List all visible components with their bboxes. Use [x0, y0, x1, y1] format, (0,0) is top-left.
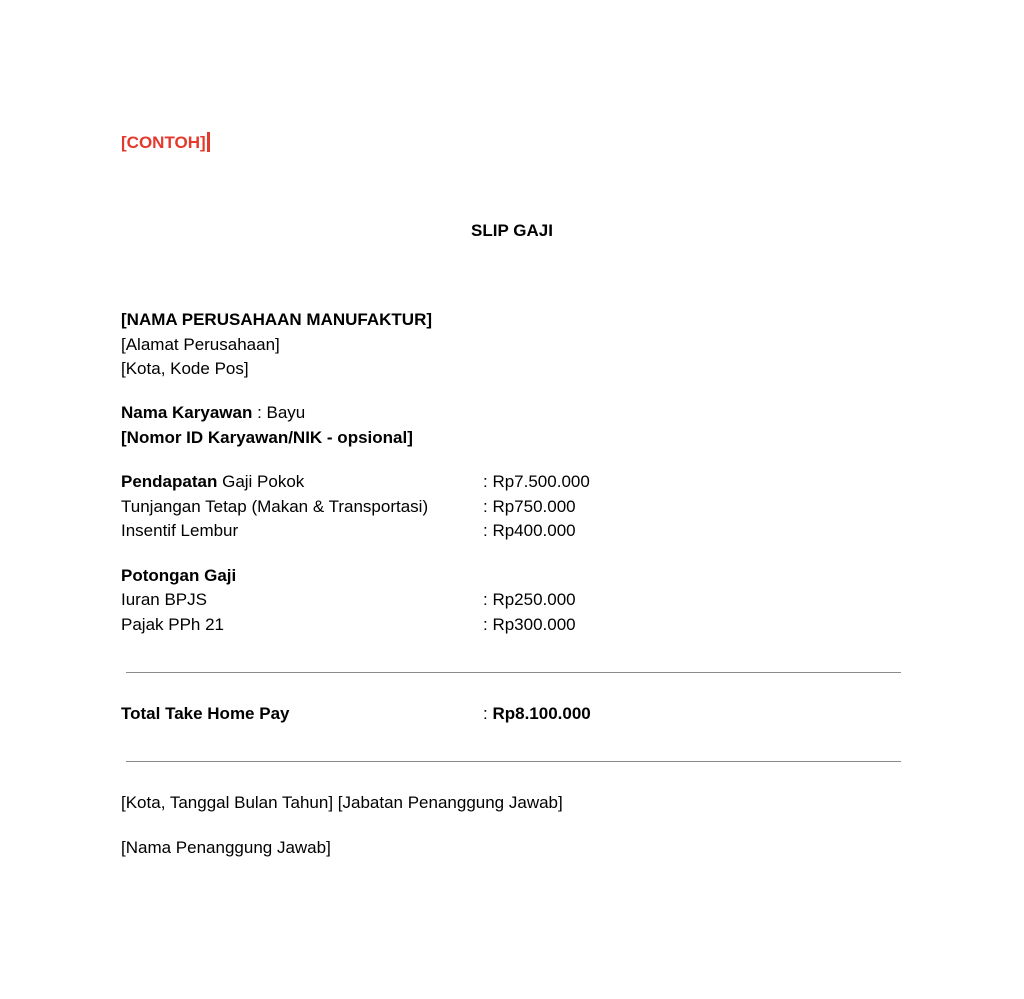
total-value: Rp8.100.000: [492, 704, 591, 723]
company-city-zip: [Kota, Kode Pos]: [121, 359, 249, 378]
text-cursor: [207, 132, 210, 152]
document-title: SLIP GAJI: [471, 221, 553, 240]
income-row-basic-salary: [121, 472, 304, 492]
company-address: [Alamat Perusahaan]: [121, 335, 280, 354]
income-item-value: : Rp7.500.000: [483, 472, 590, 491]
deduction-item-value: : Rp300.000: [483, 615, 576, 634]
income-item-value: : Rp750.000: [483, 497, 576, 516]
employee-name-label: Nama Karyawan: [121, 403, 253, 422]
employee-name-row: [121, 403, 305, 423]
income-item-label: Insentif Lembur: [121, 521, 239, 540]
income-item-value: : Rp400.000: [483, 521, 576, 540]
employee-name-separator: :: [252, 403, 267, 422]
deduction-item-value: : Rp250.000: [483, 590, 576, 609]
total-row-value: [483, 704, 591, 724]
total-colon: :: [483, 704, 493, 723]
divider-bottom: [126, 761, 901, 762]
income-item-label: Tunjangan Tetap (Makan & Transportasi): [121, 497, 429, 516]
income-heading: Pendapatan: [121, 472, 218, 491]
total-label: Total Take Home Pay: [121, 704, 290, 723]
sample-label: [CONTOH]: [121, 132, 210, 153]
company-name: [NAMA PERUSAHAAN MANUFAKTUR]: [121, 310, 433, 329]
employee-id: [Nomor ID Karyawan/NIK - opsional]: [121, 428, 413, 447]
deduction-item-label: Iuran BPJS: [121, 590, 207, 609]
signature-place-date-title: [Kota, Tanggal Bulan Tahun] [Jabatan Penanggung Jawab]: [121, 793, 563, 812]
deductions-heading: Potongan Gaji: [121, 566, 237, 585]
deduction-item-label: Pajak PPh 21: [121, 615, 225, 634]
signature-name: [Nama Penanggung Jawab]: [121, 838, 331, 857]
employee-name-value: Bayu: [266, 403, 306, 422]
income-item-label: Gaji Pokok: [222, 472, 305, 491]
divider-top: [126, 672, 901, 673]
